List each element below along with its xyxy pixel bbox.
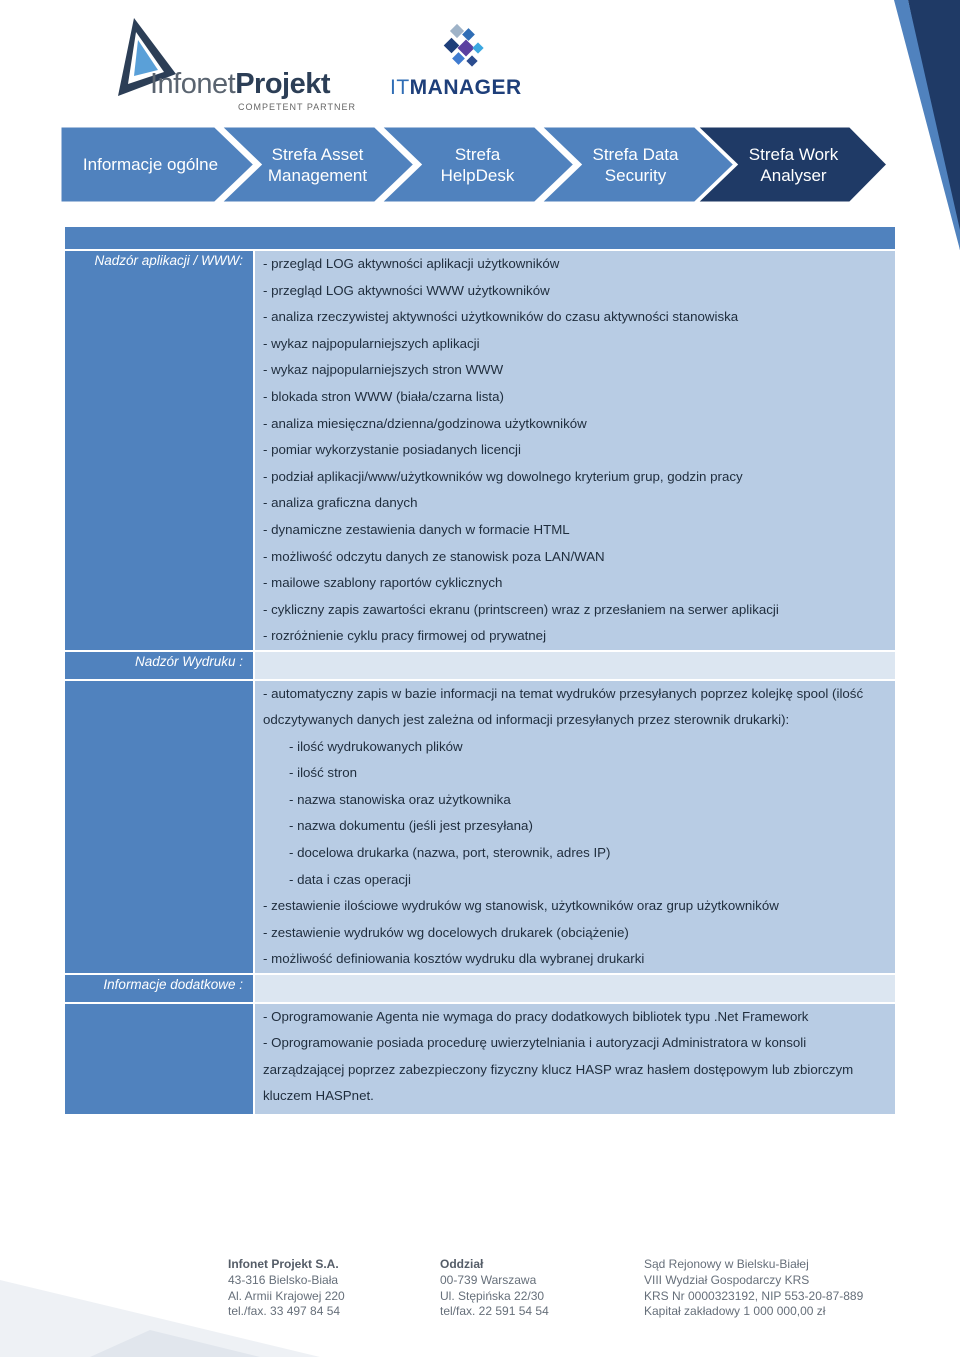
section-label-extra: Informacje dodatkowe : bbox=[65, 975, 255, 1002]
itmanager-cubes-icon bbox=[434, 22, 492, 70]
footer-company bbox=[228, 1257, 345, 1320]
sub-list-item: - ilość stron bbox=[289, 765, 357, 781]
footer-branch-title: Oddział bbox=[440, 1257, 484, 1271]
tab-work-analyser[interactable]: Strefa Work Analyser bbox=[748, 144, 839, 185]
footer-line: KRS Nr 0000323192, NIP 553-20-87-889 bbox=[644, 1288, 864, 1303]
section-label-spacer bbox=[65, 1004, 255, 1114]
footer-branch bbox=[440, 1257, 549, 1320]
list-item: - możliwość definiowania kosztów wydruku dla wybranej drukarki bbox=[263, 951, 645, 967]
footer-line: tel./fax. 33 497 84 54 bbox=[228, 1304, 341, 1319]
list-item: - wykaz najpopularniejszych stron WWW bbox=[263, 362, 504, 378]
table-header-bar bbox=[65, 227, 895, 249]
section-extra-header-cell bbox=[255, 975, 895, 1002]
logo-tagline: COMPETENT PARTNER bbox=[238, 102, 357, 112]
tab-asset-management[interactable]: Strefa Asset Management bbox=[267, 144, 368, 185]
feature-table bbox=[65, 227, 895, 1114]
footer-line: tel/fax. 22 591 54 54 bbox=[440, 1304, 549, 1319]
footer-line: Al. Armii Krajowej 220 bbox=[228, 1288, 345, 1303]
brand-light-text: Infonet bbox=[150, 68, 236, 100]
section-content-www bbox=[255, 251, 895, 650]
footer-line: Sąd Rejonowy w Bielsku-Białej bbox=[644, 1257, 809, 1271]
list-item: - wykaz najpopularniejszych aplikacji bbox=[263, 335, 480, 351]
infonet-projekt-logo bbox=[108, 14, 357, 114]
footer-line: VIII Wydział Gospodarczy KRS bbox=[644, 1272, 810, 1287]
list-item: - cykliczny zapis zawartości ekranu (printscreen) wraz z przesłaniem na serwer aplikacji bbox=[263, 601, 779, 617]
sub-list-item: - docelowa drukarka (nazwa, port, sterownik, adres IP) bbox=[289, 845, 611, 861]
section-extra-header bbox=[65, 973, 895, 1002]
list-item: - analiza miesięczna/dzienna/godzinowa użytkowników bbox=[263, 415, 587, 431]
section-www bbox=[65, 249, 895, 650]
tab-informacje-ogolne[interactable]: Informacje ogólne bbox=[82, 155, 219, 174]
section-label-spacer bbox=[65, 681, 255, 974]
list-item: - mailowe szablony raportów cyklicznych bbox=[263, 575, 503, 591]
logo-it-text: IT bbox=[390, 76, 410, 99]
list-item: - zestawienie ilościowe wydruków wg stanowisk, użytkowników oraz grup użytkowników bbox=[263, 898, 779, 914]
itmanager-logo bbox=[388, 22, 538, 102]
list-item: - przegląd LOG aktywności WWW użytkowników bbox=[263, 282, 550, 298]
list-item: - Oprogramowanie Agenta nie wymaga do pracy dodatkowych bibliotek typu .Net Framework bbox=[263, 1008, 809, 1024]
footer-line: Kapitał zakładowy 1 000 000,00 zł bbox=[644, 1304, 826, 1319]
list-item: - automatyczny zapis w bazie informacji na temat wydruków przesyłanych poprzez kolejkę spool (ilość bbox=[263, 685, 864, 701]
section-label-print: Nadzór Wydruku : bbox=[65, 652, 255, 679]
list-item: zarządzającej poprzez zabezpieczony fizyczny klucz HASP wraz hasłem dostępowym lub zbiorczym bbox=[263, 1061, 854, 1077]
section-print bbox=[65, 679, 895, 974]
tab-helpdesk[interactable]: Strefa HelpDesk bbox=[440, 144, 515, 185]
list-item: - możliwość odczytu danych ze stanowisk poza LAN/WAN bbox=[263, 548, 605, 564]
footer-line: 00-739 Warszawa bbox=[440, 1272, 537, 1287]
footer-company-name: Infonet Projekt S.A. bbox=[228, 1257, 339, 1271]
list-item: kluczem HASPnet. bbox=[263, 1088, 374, 1104]
list-item: - blokada stron WWW (biała/czarna lista) bbox=[263, 388, 504, 404]
tab-data-security[interactable]: Strefa Data Security bbox=[592, 144, 679, 185]
sub-list-item: - ilość wydrukowanych plików bbox=[289, 738, 463, 754]
list-item: - analiza graficzna danych bbox=[263, 495, 418, 511]
list-item: odczytywanych danych jest zależna od informacji przesyłanych przez sterownik drukarki): bbox=[263, 712, 790, 728]
list-item: - analiza rzeczywistej aktywności użytkowników do czasu aktywności stanowiska bbox=[263, 309, 739, 325]
section-content-print bbox=[255, 681, 895, 974]
section-print-header bbox=[65, 650, 895, 679]
footer-registry bbox=[644, 1257, 863, 1320]
brand-bold-text: Projekt bbox=[235, 68, 331, 100]
list-item: - podział aplikacji/www/użytkowników wg dowolnego kryterium grup, godzin pracy bbox=[263, 468, 743, 484]
list-item: - Oprogramowanie posiada procedurę uwierzytelniania i autoryzacji Administratora w konsoli bbox=[263, 1035, 807, 1051]
sub-list-item: - nazwa dokumentu (jeśli jest przesyłana) bbox=[289, 818, 533, 834]
section-extra bbox=[65, 1002, 895, 1114]
footer-line: 43-316 Bielsko-Biała bbox=[228, 1272, 339, 1287]
section-print-header-cell bbox=[255, 652, 895, 679]
list-item: - zestawienie wydruków wg docelowych drukarek (obciążenie) bbox=[263, 924, 629, 940]
sub-list-item: - nazwa stanowiska oraz użytkownika bbox=[289, 791, 511, 807]
list-item: - dynamiczne zestawienia danych w formacie HTML bbox=[263, 521, 570, 537]
logo-manager-text: MANAGER bbox=[409, 76, 522, 99]
corner-decoration-top-right bbox=[880, 0, 960, 250]
section-label-www: Nadzór aplikacji / WWW: bbox=[65, 251, 255, 650]
list-item: - rozróżnienie cyklu pracy firmowej od prywatnej bbox=[263, 628, 547, 644]
zone-navigation bbox=[60, 126, 890, 203]
section-content-extra bbox=[255, 1004, 895, 1114]
list-item: - przegląd LOG aktywności aplikacji użytkowników bbox=[263, 256, 560, 271]
footer-line: Ul. Stępińska 22/30 bbox=[440, 1288, 545, 1303]
list-item: - pomiar wykorzystanie posiadanych licencji bbox=[263, 442, 521, 458]
sub-list-item: - data i czas operacji bbox=[289, 871, 411, 887]
